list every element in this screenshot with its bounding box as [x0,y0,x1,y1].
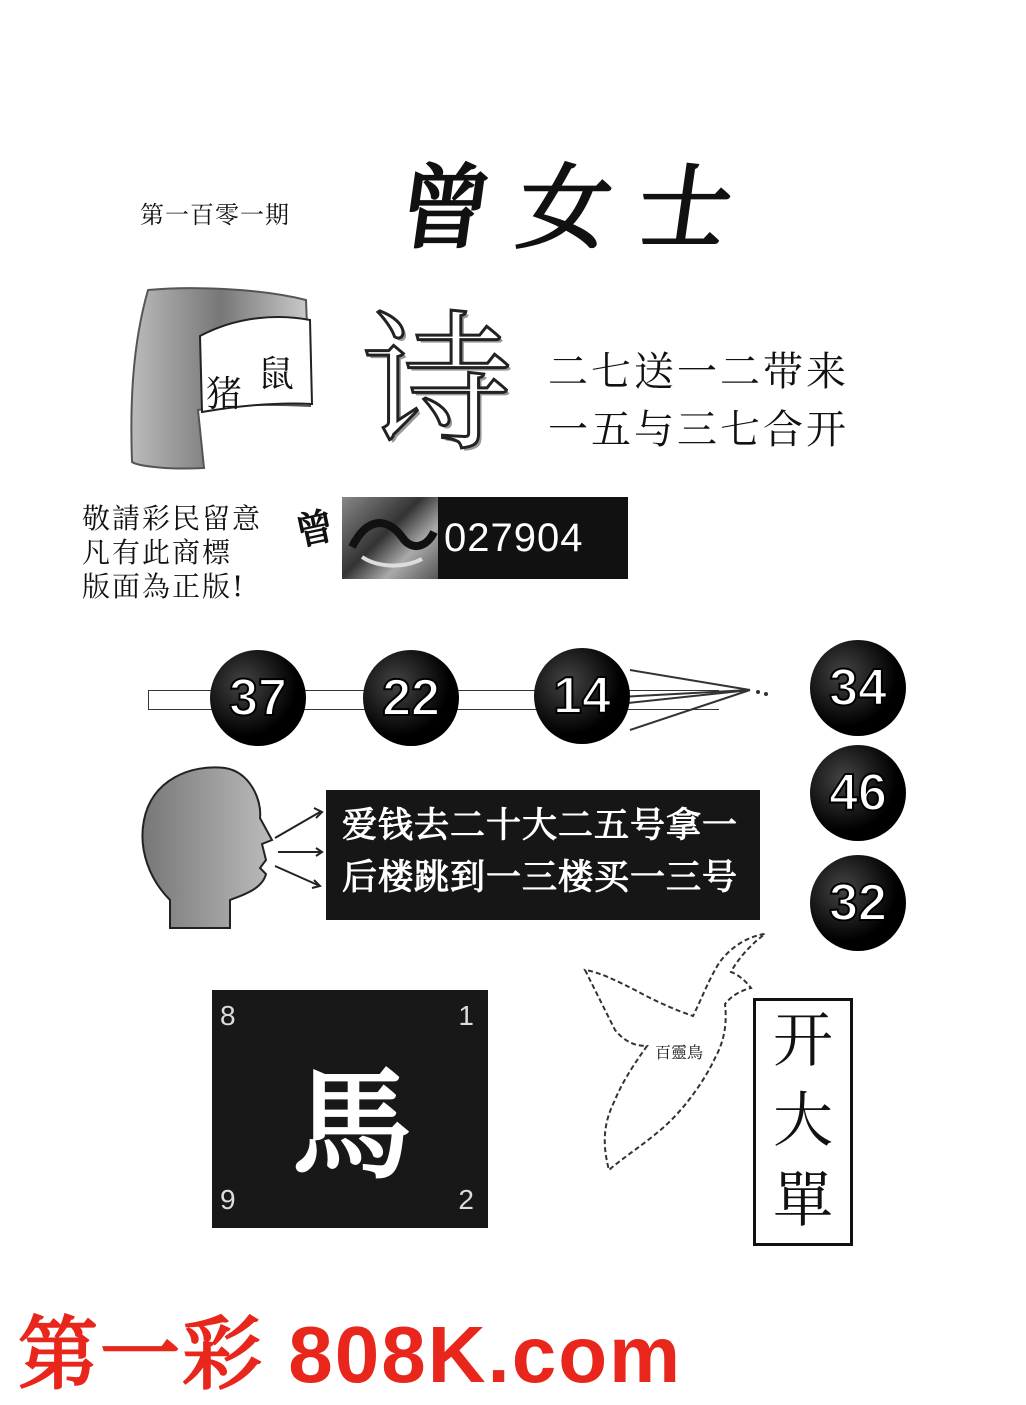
poem-label: 诗 [362,298,513,472]
ball-row-1: 37 [210,650,306,746]
corner-bottom-right: 2 [458,1184,474,1215]
zodiac-card [128,286,318,472]
notice-line-2: 凡有此商標 [82,536,233,569]
speech-line-1: 爱钱去二十大二五号拿一 [342,806,739,846]
ball-row-2: 22 [363,650,459,746]
animal-pig: 猪 [206,374,243,415]
speech-box [326,790,760,920]
poem-line-1: 二七送一二带来 [548,349,849,395]
horse-character: 馬 [292,1055,412,1196]
notice-line-1: 敬請彩民留意 [82,502,263,535]
ball-column-2: 46 [810,745,906,841]
big-open-line-3: 單 [773,1166,833,1236]
signature-stamp: 曾 [291,502,338,555]
animal-rat: 鼠 [258,354,295,395]
trademark-code: 027904 [438,497,628,579]
big-open-box [753,998,853,1246]
corner-top-left: 8 [220,1000,236,1031]
horse-card [212,990,488,1228]
trademark-logo-icon [342,497,438,579]
issue-number: 第一百零一期 [140,201,290,229]
speech-line-2: 后楼跳到一三楼买一三号 [342,858,739,898]
notice-line-3: 版面為正版! [82,570,246,603]
trademark-logo [342,497,438,579]
poem-line-2: 一五与三七合开 [548,407,849,453]
speaking-head-icon [130,760,330,930]
ball-column-3: 32 [810,855,906,951]
dove-label: 百靈鳥 [655,1043,704,1062]
ball-row-3: 14 [534,648,630,744]
authenticity-notice [82,502,262,604]
corner-top-right: 1 [458,1000,474,1031]
page-title: 曾女士 [391,154,767,262]
big-open-line-1: 开 [773,1006,833,1076]
corner-bottom-left: 9 [220,1184,236,1215]
footer-watermark: 第一彩 808K.com [18,1310,683,1399]
ball-column-1: 34 [810,640,906,736]
big-open-line-2: 大 [773,1086,833,1156]
